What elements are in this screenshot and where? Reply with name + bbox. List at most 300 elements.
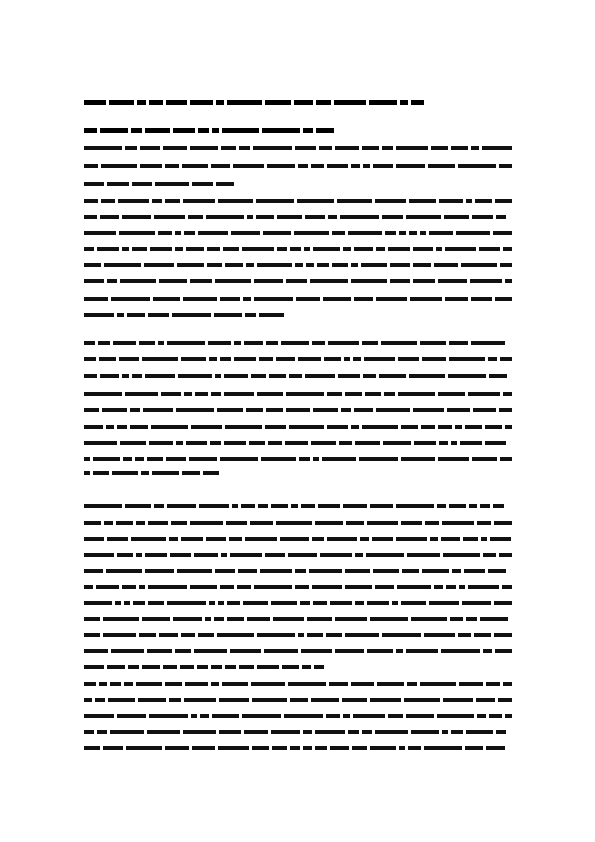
text-word: [434, 263, 458, 267]
text-word: [485, 425, 502, 429]
text-word: [252, 698, 287, 702]
text-word: [148, 521, 168, 525]
text-word: [227, 100, 262, 105]
text-word: [245, 537, 277, 541]
text-word: [348, 231, 382, 235]
text-word: [449, 504, 466, 508]
text-word: [381, 341, 417, 345]
text-word: [229, 537, 242, 541]
text-word: [367, 649, 393, 653]
text-word: [230, 649, 261, 653]
text-word: [136, 553, 142, 557]
text-word: [312, 537, 324, 541]
text-word: [351, 263, 358, 267]
text-word: [298, 633, 304, 637]
text-word: [158, 231, 172, 235]
text-word: [431, 146, 448, 150]
text-word: [407, 553, 440, 557]
text-word: [286, 408, 310, 412]
text-word: [486, 682, 500, 686]
text-word: [267, 164, 295, 168]
text-word: [342, 698, 367, 702]
text-word: [159, 279, 187, 283]
text-word: [315, 746, 327, 750]
text-word: [136, 521, 145, 525]
text-word: [84, 357, 96, 361]
text-word: [218, 746, 249, 750]
text-word: [470, 279, 502, 283]
text-line: [84, 664, 324, 670]
text-word: [359, 457, 398, 461]
text-word: [84, 408, 99, 412]
text-word: [476, 698, 495, 702]
text-word: [465, 425, 482, 429]
text-word: [363, 164, 370, 168]
text-word: [152, 471, 179, 475]
text-word: [500, 263, 512, 267]
text-word: [345, 585, 372, 589]
text-word: [326, 714, 340, 718]
text-line: [84, 600, 512, 606]
text-word: [153, 297, 180, 301]
text-word: [169, 698, 181, 702]
text-word: [122, 247, 129, 251]
text-word: [370, 698, 401, 702]
text-word: [282, 665, 299, 669]
text-word: [97, 730, 107, 734]
text-word: [317, 263, 329, 267]
text-word: [225, 263, 243, 267]
text-word: [303, 730, 312, 734]
text-word: [284, 714, 323, 718]
text-word: [345, 633, 379, 637]
text-word: [262, 128, 300, 133]
text-word: [341, 408, 351, 412]
text-word: [362, 146, 379, 150]
text-word: [189, 457, 217, 461]
text-word: [294, 100, 313, 105]
text-word: [503, 392, 512, 396]
text-word: [369, 100, 397, 105]
text-word: [266, 341, 278, 345]
text-word: [101, 164, 137, 168]
text-word: [370, 504, 393, 508]
text-word: [101, 199, 115, 203]
text-word: [147, 649, 172, 653]
text-word: [84, 633, 100, 637]
text-word: [260, 569, 292, 573]
text-word: [147, 457, 163, 461]
text-word: [183, 730, 216, 734]
text-word: [141, 471, 149, 475]
text-word: [290, 247, 301, 251]
text-word: [314, 665, 324, 669]
text-word: [117, 553, 133, 557]
text-word: [471, 297, 492, 301]
text-word: [268, 441, 282, 445]
text-word: [254, 585, 292, 589]
text-word: [230, 553, 262, 557]
text-word: [167, 601, 206, 605]
text-word: [483, 649, 492, 653]
text-word: [288, 682, 326, 686]
text-word: [257, 392, 283, 396]
text-word: [382, 146, 393, 150]
text-word: [159, 633, 178, 637]
text-line: [84, 681, 512, 687]
text-word: [250, 521, 273, 525]
text-word: [108, 698, 135, 702]
text-word: [496, 215, 506, 219]
text-word: [384, 392, 395, 396]
text-word: [177, 263, 204, 267]
text-word: [175, 247, 183, 251]
text-word: [109, 100, 134, 105]
text-word: [413, 247, 433, 251]
text-word: [398, 357, 419, 361]
text-word: [151, 425, 188, 429]
text-word: [198, 231, 228, 235]
text-word: [390, 279, 410, 283]
text-word: [84, 215, 97, 219]
text-word: [351, 682, 374, 686]
text-word: [206, 215, 244, 219]
text-word: [396, 649, 403, 653]
text-line: [84, 312, 284, 318]
text-word: [301, 504, 315, 508]
text-word: [446, 585, 456, 589]
text-word: [461, 263, 497, 267]
text-word: [206, 537, 226, 541]
text-word: [84, 392, 122, 396]
text-word: [304, 247, 310, 251]
text-word: [120, 279, 156, 283]
text-word: [343, 714, 350, 718]
text-word: [411, 617, 447, 621]
text-line: [84, 278, 512, 284]
text-word: [360, 537, 369, 541]
text-word: [410, 297, 442, 301]
text-word: [113, 341, 136, 345]
text-word: [138, 698, 166, 702]
text-word: [382, 633, 421, 637]
text-word: [421, 425, 435, 429]
text-word: [485, 441, 506, 445]
text-word: [503, 247, 512, 251]
text-word: [131, 537, 166, 541]
text-word: [296, 297, 320, 301]
text-word: [438, 457, 469, 461]
text-word: [139, 633, 156, 637]
text-word: [334, 100, 366, 105]
text-word: [136, 682, 162, 686]
text-word: [97, 247, 119, 251]
text-word: [312, 341, 325, 345]
text-word: [216, 182, 234, 186]
text-word: [84, 128, 97, 133]
text-word: [500, 457, 512, 461]
text-word: [500, 357, 512, 361]
text-word: [184, 392, 192, 396]
text-word: [434, 585, 443, 589]
text-word: [84, 471, 90, 475]
text-word: [84, 425, 103, 429]
text-word: [263, 231, 291, 235]
text-word: [388, 714, 403, 718]
text-line: [84, 552, 512, 558]
text-word: [191, 425, 222, 429]
text-word: [300, 601, 310, 605]
text-word: [224, 441, 246, 445]
text-word: [257, 633, 295, 637]
text-word: [355, 601, 364, 605]
text-word: [373, 569, 399, 573]
text-word: [474, 633, 491, 637]
text-word: [363, 374, 376, 378]
text-word: [319, 146, 332, 150]
text-line: [84, 713, 512, 719]
text-word: [460, 441, 482, 445]
text-word: [295, 263, 303, 267]
text-word: [190, 585, 217, 589]
text-word: [84, 263, 101, 267]
text-word: [227, 601, 240, 605]
text-word: [103, 617, 139, 621]
text-word: [295, 146, 316, 150]
text-word: [411, 730, 439, 734]
text-word: [322, 457, 356, 461]
text-word: [305, 374, 335, 378]
text-word: [468, 392, 500, 396]
text-word: [480, 504, 490, 508]
text-word: [473, 408, 496, 412]
text-word: [84, 441, 117, 445]
text-word: [84, 313, 114, 317]
text-word: [429, 231, 453, 235]
text-word: [286, 279, 307, 283]
text-word: [288, 553, 317, 557]
text-word: [442, 521, 474, 525]
text-word: [438, 392, 465, 396]
text-word: [245, 313, 256, 317]
text-word: [316, 100, 331, 105]
text-word: [148, 601, 164, 605]
text-word: [466, 617, 477, 621]
text-word: [122, 374, 129, 378]
text-word: [339, 441, 352, 445]
text-word: [241, 504, 255, 508]
text-word: [437, 504, 446, 508]
text-word: [246, 408, 263, 412]
text-word: [188, 215, 203, 219]
text-word: [125, 146, 137, 150]
text-word: [137, 100, 146, 105]
text-word: [171, 521, 187, 525]
text-word: [100, 128, 128, 133]
text-word: [311, 698, 339, 702]
text-word: [346, 521, 364, 525]
text-word: [401, 601, 426, 605]
text-word: [330, 601, 352, 605]
text-word: [239, 146, 250, 150]
text-word: [329, 682, 348, 686]
text-word: [441, 537, 460, 541]
text-word: [208, 341, 231, 345]
text-word: [131, 128, 142, 133]
text-word: [257, 665, 279, 669]
text-word: [220, 457, 258, 461]
text-word: [505, 279, 512, 283]
text-line: [84, 536, 512, 542]
text-word: [126, 746, 162, 750]
text-word: [199, 504, 229, 508]
text-word: [212, 714, 239, 718]
text-word: [451, 730, 463, 734]
text-word: [401, 521, 422, 525]
text-word: [194, 649, 227, 653]
text-line: [84, 424, 512, 430]
text-word: [154, 504, 164, 508]
text-word: [332, 263, 348, 267]
text-word: [420, 341, 446, 345]
text-word: [471, 341, 505, 345]
text-word: [495, 199, 512, 203]
text-word: [252, 746, 269, 750]
text-word: [214, 617, 224, 621]
text-line: [84, 407, 512, 413]
text-word: [167, 504, 196, 508]
text-line: [84, 340, 512, 346]
text-word: [466, 199, 472, 203]
text-line: [84, 745, 512, 751]
text-word: [96, 585, 119, 589]
text-line: [84, 163, 512, 169]
text-word: [180, 665, 194, 669]
text-word: [420, 231, 426, 235]
text-word: [158, 341, 164, 345]
text-word: [289, 374, 302, 378]
text-word: [328, 341, 359, 345]
text-word: [401, 425, 418, 429]
text-word: [140, 146, 160, 150]
text-word: [135, 457, 144, 461]
text-word: [84, 279, 104, 283]
text-word: [291, 504, 298, 508]
text-word: [424, 633, 455, 637]
text-word: [499, 164, 512, 168]
text-word: [481, 537, 487, 541]
text-word: [149, 714, 188, 718]
text-word: [177, 569, 212, 573]
text-word: [345, 392, 362, 396]
text-word: [123, 457, 132, 461]
text-word: [198, 633, 214, 637]
text-word: [198, 128, 209, 133]
text-word: [382, 215, 403, 219]
text-word: [273, 617, 304, 621]
text-word: [176, 441, 183, 445]
text-word: [429, 601, 459, 605]
text-word: [209, 601, 215, 605]
text-word: [106, 569, 142, 573]
text-word: [472, 457, 497, 461]
text-word: [332, 231, 345, 235]
text-word: [140, 164, 162, 168]
text-word: [205, 617, 211, 621]
text-word: [411, 100, 424, 105]
text-word: [392, 601, 398, 605]
text-word: [409, 231, 417, 235]
text-word: [215, 569, 235, 573]
text-word: [439, 199, 463, 203]
text-word: [290, 746, 300, 750]
text-word: [459, 682, 483, 686]
text-word: [399, 231, 406, 235]
text-word: [225, 665, 236, 669]
text-word: [447, 408, 470, 412]
text-word: [195, 392, 208, 396]
text-word: [148, 585, 187, 589]
text-word: [404, 698, 440, 702]
text-word: [165, 199, 180, 203]
text-word: [425, 521, 439, 525]
text-word: [459, 585, 465, 589]
text-word: [452, 569, 461, 573]
text-word: [181, 537, 203, 541]
text-line: [84, 262, 512, 268]
text-word: [217, 633, 254, 637]
text-word: [318, 504, 340, 508]
text-word: [443, 698, 473, 702]
text-line: [84, 214, 512, 220]
text-word: [451, 146, 468, 150]
subheading-line: [84, 127, 334, 133]
text-word: [150, 247, 172, 251]
text-word: [84, 504, 122, 508]
text-word: [182, 471, 200, 475]
text-word: [111, 297, 150, 301]
text-word: [220, 297, 240, 301]
text-word: [218, 601, 224, 605]
text-word: [285, 441, 308, 445]
text-word: [448, 374, 486, 378]
text-word: [242, 714, 281, 718]
text-word: [186, 441, 207, 445]
text-word: [320, 553, 352, 557]
text-line: [84, 520, 512, 526]
text-word: [286, 392, 324, 396]
text-word: [251, 374, 266, 378]
text-word: [128, 665, 139, 669]
text-word: [239, 665, 254, 669]
text-word: [216, 100, 224, 105]
text-word: [165, 682, 182, 686]
text-word: [338, 374, 360, 378]
text-word: [390, 263, 410, 267]
text-word: [330, 746, 349, 750]
text-word: [445, 297, 468, 301]
text-word: [258, 504, 268, 508]
text-word: [351, 425, 359, 429]
text-word: [84, 665, 104, 669]
text-word: [399, 746, 405, 750]
text-line: [84, 356, 512, 362]
text-word: [84, 682, 96, 686]
text-word: [220, 357, 231, 361]
text-word: [103, 633, 136, 637]
text-word: [494, 601, 512, 605]
text-line: [84, 296, 512, 302]
